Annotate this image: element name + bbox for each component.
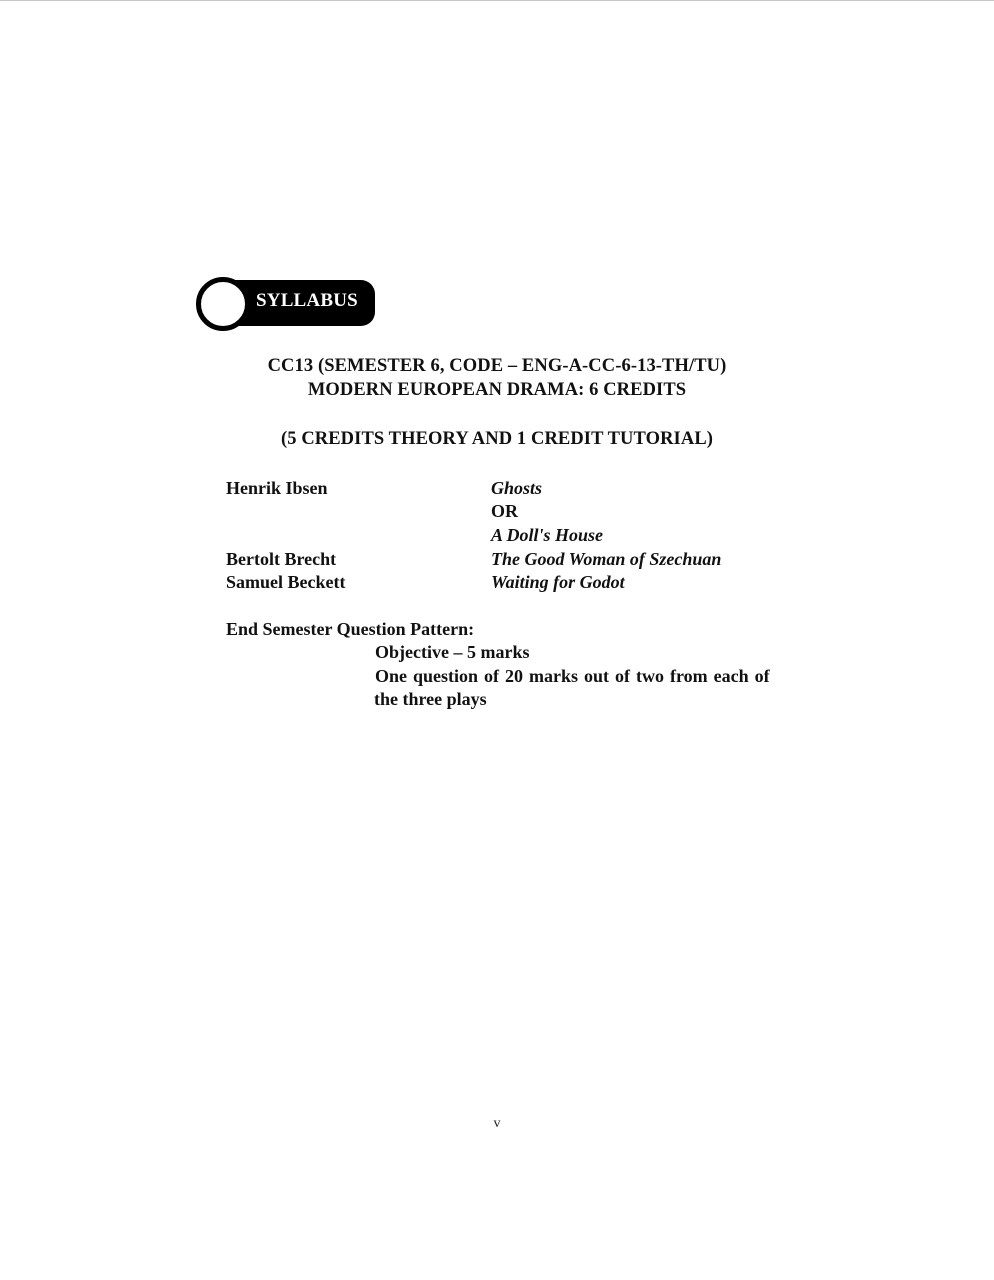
author-brecht: Bertolt Brecht xyxy=(226,549,337,569)
play-ghosts: Ghosts xyxy=(491,478,543,498)
play-waiting-for-godot: Waiting for Godot xyxy=(491,572,625,592)
question-pattern-line2: One question of 20 marks out of two from each of xyxy=(375,666,770,686)
badge-label: SYLLABUS xyxy=(256,290,358,311)
author-ibsen: Henrik Ibsen xyxy=(226,478,328,498)
question-pattern-objective: Objective – 5 marks xyxy=(375,642,530,662)
syllabus-badge xyxy=(196,277,376,331)
or-separator: OR xyxy=(491,501,518,521)
play-good-woman: The Good Woman of Szechuan xyxy=(491,549,722,569)
question-pattern-line3: the three plays xyxy=(374,689,487,709)
circle-icon xyxy=(196,277,250,331)
course-title-heading: MODERN EUROPEAN DRAMA: 6 CREDITS xyxy=(307,380,687,400)
question-pattern-title: End Semester Question Pattern: xyxy=(226,619,475,639)
top-border-line xyxy=(0,0,994,1)
author-beckett: Samuel Beckett xyxy=(226,572,346,592)
credits-heading: (5 CREDITS THEORY AND 1 CREDIT TUTORIAL) xyxy=(280,429,714,449)
course-code-heading: CC13 (SEMESTER 6, CODE – ENG-A-CC-6-13-TH/TU) xyxy=(267,356,727,376)
page-number: v xyxy=(493,1116,501,1131)
play-dolls-house: A Doll's House xyxy=(491,525,604,545)
